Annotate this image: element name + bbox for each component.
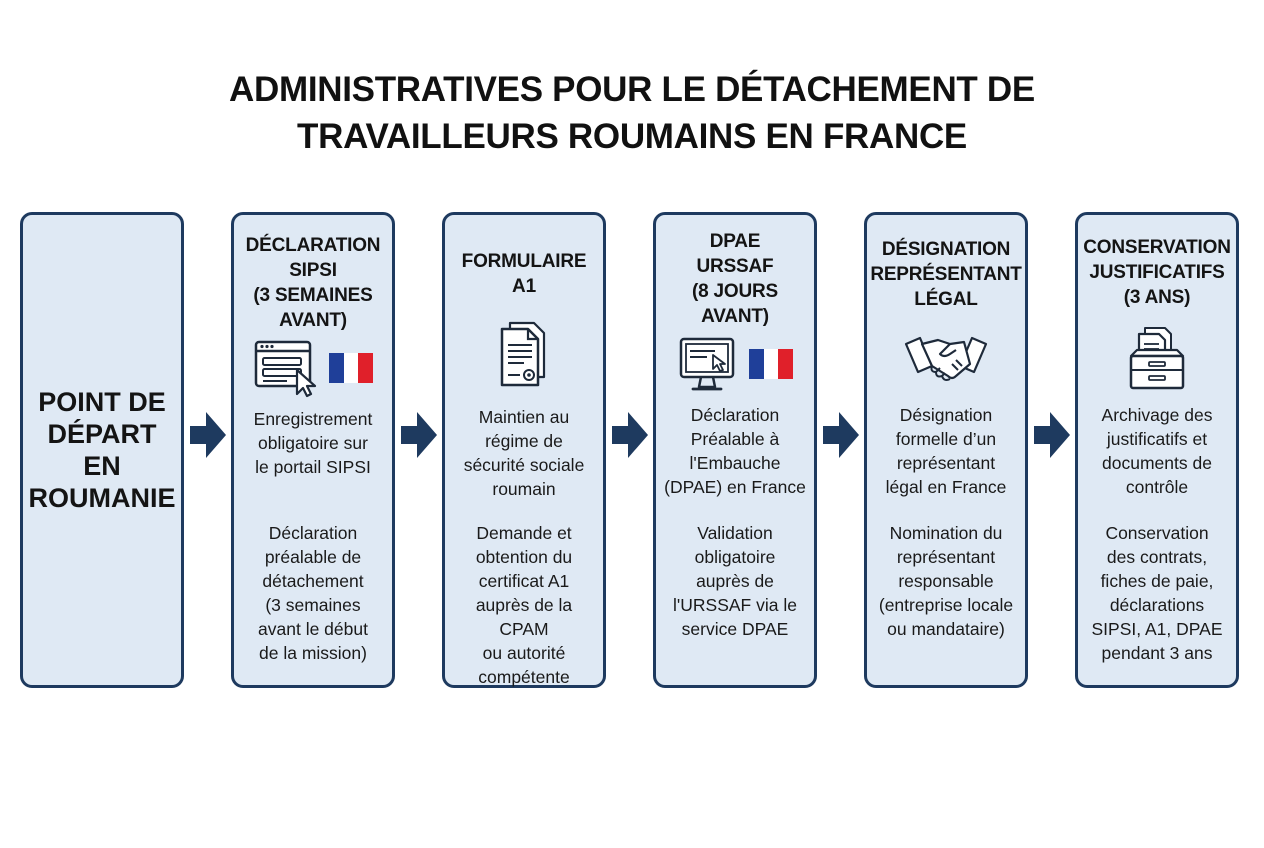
step-title-line: (3 ANS) — [1123, 287, 1191, 308]
detail-line: déclarations — [1109, 595, 1205, 615]
step-title-line: FORMULAIRE — [461, 251, 587, 272]
step-description — [871, 403, 1021, 499]
detail-line: avant le début — [258, 619, 368, 639]
detail-line: Conservation — [1105, 523, 1209, 543]
arrow-right-icon — [823, 412, 859, 458]
step-icons — [445, 321, 603, 387]
step-title-line: CONSERVATION — [1083, 237, 1231, 258]
detail-line: responsable — [898, 571, 994, 591]
detail-line: Déclaration — [268, 523, 358, 543]
computer-monitor-icon — [677, 333, 739, 395]
step-details — [1082, 521, 1232, 665]
desc-line: représentant — [896, 453, 996, 473]
desc-line: sécurité sociale — [463, 455, 585, 475]
detail-line: des contrats, — [1106, 547, 1208, 567]
detail-line: obtention du — [475, 547, 573, 567]
detail-line: (entreprise locale — [878, 595, 1014, 615]
step-dpae — [653, 212, 817, 688]
desc-line: documents de — [1102, 453, 1212, 473]
step-title — [445, 249, 603, 299]
desc-line: contrôle — [1125, 477, 1189, 497]
step-details — [238, 521, 388, 665]
desc-line: formelle d’un — [895, 429, 997, 449]
start-line: ROUMANIE — [28, 483, 176, 513]
detail-line: SIPSI, A1, DPAE — [1091, 619, 1223, 639]
detail-line: fiches de paie, — [1100, 571, 1214, 591]
arrow-right-icon — [1034, 412, 1070, 458]
desc-line: justificatifs et — [1106, 429, 1208, 449]
start-line: POINT DE — [38, 387, 166, 417]
step-title-line: DÉCLARATION — [245, 235, 381, 256]
desc-line: Désignation — [899, 405, 993, 425]
desc-line: l'Embauche — [689, 453, 781, 473]
detail-line: représentant — [896, 547, 996, 567]
detail-line: préalable de — [264, 547, 362, 567]
title-line-1: ADMINISTRATIVES POUR LE DÉTACHEMENT DE — [229, 70, 1035, 109]
detail-line: Validation — [697, 523, 773, 543]
step-description — [449, 405, 599, 501]
detail-line: (3 semaines — [265, 595, 361, 615]
step-icons — [867, 325, 1025, 391]
start-label — [27, 386, 177, 514]
step-title — [656, 229, 814, 329]
french-flag-icon — [749, 349, 793, 379]
desc-line: Préalable à — [690, 429, 780, 449]
step-title — [1078, 235, 1236, 310]
step-icons — [234, 335, 392, 401]
desc-line: Enregistrement — [253, 409, 373, 429]
step-title-line: LÉGAL — [914, 289, 978, 310]
step-title-line: REPRÉSENTANT — [870, 264, 1022, 285]
step-title-line: URSSAF — [696, 256, 774, 277]
detail-line: certificat A1 — [478, 571, 570, 591]
detail-line: détachement — [262, 571, 364, 591]
desc-line: (DPAE) en France — [664, 477, 806, 497]
desc-line: le portail SIPSI — [255, 457, 371, 477]
detail-line: obligatoire — [694, 547, 776, 567]
desc-line: Archivage des — [1101, 405, 1213, 425]
step-title — [867, 237, 1025, 312]
desc-line: légal en France — [885, 477, 1007, 497]
start-box — [20, 212, 184, 688]
document-certificate-icon — [494, 319, 554, 389]
step-description — [238, 407, 388, 479]
detail-line: Demande et — [476, 523, 572, 543]
desc-line: roumain — [492, 479, 556, 499]
step-title-line: SIPSI — [289, 260, 337, 281]
detail-line: l'URSSAF via le — [673, 595, 797, 615]
step-details — [449, 521, 599, 689]
arrow-right-icon — [190, 412, 226, 458]
title-line-2: TRAVAILLEURS ROUMAINS EN FRANCE — [297, 117, 967, 156]
archive-box-icon — [1125, 324, 1189, 392]
desc-line: obligatoire sur — [258, 433, 368, 453]
french-flag-icon — [329, 353, 373, 383]
browser-cursor-icon — [253, 338, 319, 398]
step-title-line: JUSTIFICATIFS — [1089, 262, 1225, 283]
step-description — [660, 403, 810, 499]
detail-line: ou mandataire) — [887, 619, 1005, 639]
detail-line: Nomination du — [889, 523, 1003, 543]
step-title-line: DPAE — [709, 231, 761, 252]
step-title — [234, 233, 392, 333]
step-title-line: DÉSIGNATION — [881, 239, 1011, 260]
step-title-line: AVANT) — [279, 310, 347, 331]
step-details — [871, 521, 1021, 641]
detail-line: compétente — [478, 667, 570, 687]
handshake-icon — [904, 330, 988, 386]
desc-line: régime de — [485, 431, 563, 451]
step-description — [1082, 403, 1232, 499]
detail-line: auprès de — [696, 571, 774, 591]
start-line: DÉPART — [47, 419, 157, 449]
step-title-line: (3 SEMAINES — [253, 285, 373, 306]
step-a1 — [442, 212, 606, 688]
arrow-right-icon — [612, 412, 648, 458]
step-conservation — [1075, 212, 1239, 688]
step-icons — [656, 331, 814, 397]
desc-line: Maintien au — [478, 407, 570, 427]
step-title-line: (8 JOURS — [691, 281, 779, 302]
detail-line: de la mission) — [259, 643, 367, 663]
desc-line: Déclaration — [690, 405, 780, 425]
detail-line: pendant 3 ans — [1101, 643, 1213, 663]
step-icons — [1078, 325, 1236, 391]
detail-line: service DPAE — [681, 619, 789, 639]
step-title-line: A1 — [512, 276, 536, 297]
start-line: EN — [83, 451, 121, 481]
step-sipsi — [231, 212, 395, 688]
detail-line: auprès de la CPAM — [475, 595, 573, 639]
step-details — [660, 521, 810, 641]
step-representant — [864, 212, 1028, 688]
detail-line: ou autorité — [482, 643, 566, 663]
step-title-line: AVANT) — [701, 306, 769, 327]
arrow-right-icon — [401, 412, 437, 458]
